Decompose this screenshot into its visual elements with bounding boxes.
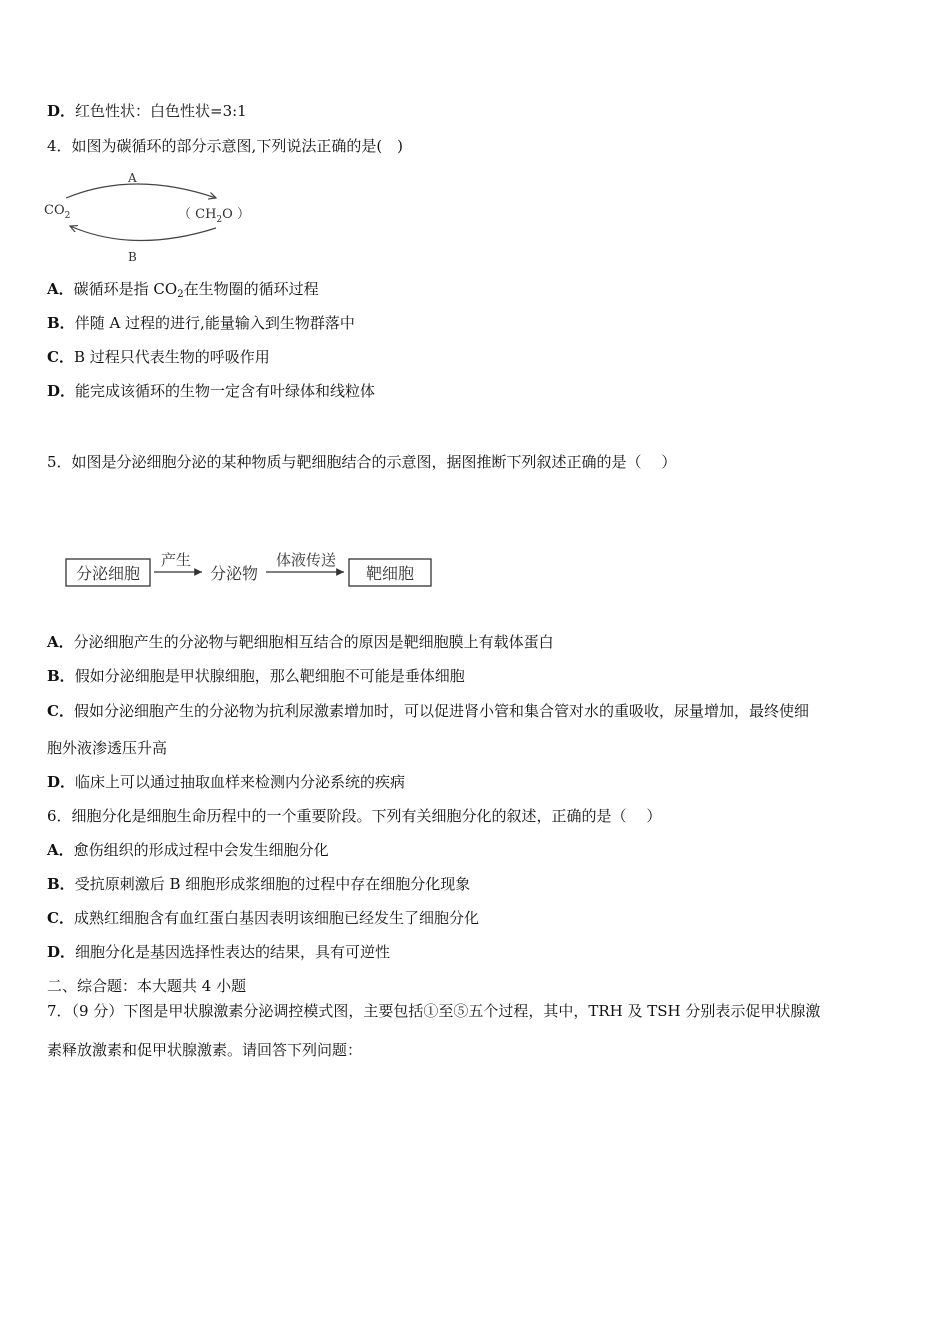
option-text: 假如分泌细胞是甲状腺细胞，那么靶细胞不可能是垂体细胞 bbox=[74, 667, 465, 685]
target-cell-label: 靶细胞 bbox=[365, 564, 415, 583]
q4-option-c bbox=[47, 347, 270, 367]
option-letter: B． bbox=[47, 667, 75, 685]
option-letter: C． bbox=[47, 702, 74, 720]
section-heading: 二、综合题：本大题共 4 小题 bbox=[47, 977, 247, 995]
option-text: 临床上可以通过抽取血样来检测内分泌系统的疾病 bbox=[75, 773, 406, 791]
arrow-b bbox=[70, 226, 216, 241]
q6-option-b bbox=[47, 874, 470, 894]
option-text: B 过程只代表生物的呼吸作用 bbox=[73, 348, 270, 366]
secretion-label: 分泌物 bbox=[209, 564, 259, 583]
option-text: 假如分泌细胞产生的分泌物为抗利尿激素增加时，可以促进肾小管和集合管对水的重吸收，尿量增加，最终使细 bbox=[73, 702, 809, 720]
label-b: B bbox=[128, 250, 137, 264]
transport-label: 体液传送 bbox=[275, 551, 337, 569]
q3-option-d bbox=[47, 101, 247, 121]
option-text: 受抗原刺激后 B 细胞形成浆细胞的过程中存在细胞分化现象 bbox=[74, 875, 471, 893]
q7-stem: 7．（9 分）下图是甲状腺激素分泌调控模式图，主要包括①至⑤五个过程，其中，TRH 及 TSH 分别表示促甲状腺激 bbox=[47, 1002, 821, 1020]
option-letter: C． bbox=[47, 348, 74, 366]
arrow-a bbox=[66, 184, 216, 198]
option-text: 细胞分化是基因选择性表达的结果，具有可逆性 bbox=[75, 943, 391, 961]
q4-stem: 4．如图为碳循环的部分示意图,下列说法正确的是( ) bbox=[47, 137, 404, 155]
secretory-cell-label: 分泌细胞 bbox=[75, 564, 141, 583]
q6-stem: 6．细胞分化是细胞生命历程中的一个重要阶段。下列有关细胞分化的叙述，正确的是（ ） bbox=[47, 807, 662, 825]
carbon-cycle-diagram bbox=[44, 166, 254, 264]
option-letter: A． bbox=[47, 633, 74, 651]
option-text: 红色性状：白色性状=3:1 bbox=[75, 102, 247, 120]
q4-option-b bbox=[47, 313, 355, 333]
option-text: 成熟红细胞含有血红蛋白基因表明该细胞已经发生了细胞分化 bbox=[73, 909, 479, 927]
produce-label: 产生 bbox=[160, 551, 192, 569]
option-letter: C． bbox=[47, 909, 74, 927]
option-letter: D． bbox=[47, 102, 76, 120]
q6-option-c bbox=[47, 908, 479, 928]
q5-option-a bbox=[47, 632, 554, 652]
co2-label: $CO_2$ bbox=[44, 203, 71, 221]
secretion-diagram bbox=[62, 545, 437, 593]
q4-option-a: A．碳循环是指 $CO_2$在生物圈的循环过程 bbox=[47, 280, 319, 300]
option-text: 分泌细胞产生的分泌物与靶细胞相互结合的原因是靶细胞膜上有载体蛋白 bbox=[73, 633, 554, 651]
ch2o-label: （ $CH_2O$ ） bbox=[178, 207, 250, 225]
q5-option-b bbox=[47, 666, 465, 686]
q5-option-d bbox=[47, 772, 405, 792]
option-letter: A． bbox=[47, 280, 74, 298]
option-text: 伴随 A 过程的进行,能量输入到生物群落中 bbox=[74, 314, 355, 332]
q6-option-a bbox=[47, 840, 329, 860]
option-letter: B． bbox=[47, 875, 75, 893]
option-letter: B． bbox=[47, 314, 75, 332]
q5-option-c bbox=[47, 701, 809, 721]
option-text: 愈伤组织的形成过程中会发生细胞分化 bbox=[73, 841, 329, 859]
q5-stem: 5．如图是分泌细胞分泌的某种物质与靶细胞结合的示意图，据图推断下列叙述正确的是（ ） bbox=[47, 453, 677, 471]
option-letter: A． bbox=[47, 841, 74, 859]
option-text: 碳循环是指 CO bbox=[73, 280, 178, 298]
q4-option-d bbox=[47, 381, 375, 401]
option-letter: D． bbox=[47, 943, 76, 961]
q5-option-c-cont: 胞外液渗透压升高 bbox=[47, 739, 168, 757]
option-text: 能完成该循环的生物一定含有叶绿体和线粒体 bbox=[75, 382, 376, 400]
option-letter: D． bbox=[47, 382, 76, 400]
option-letter: D． bbox=[47, 773, 76, 791]
q7-stem-cont: 素释放激素和促甲状腺激素。请回答下列问题： bbox=[47, 1041, 363, 1059]
label-a: A bbox=[128, 171, 137, 185]
q6-option-d bbox=[47, 942, 390, 962]
